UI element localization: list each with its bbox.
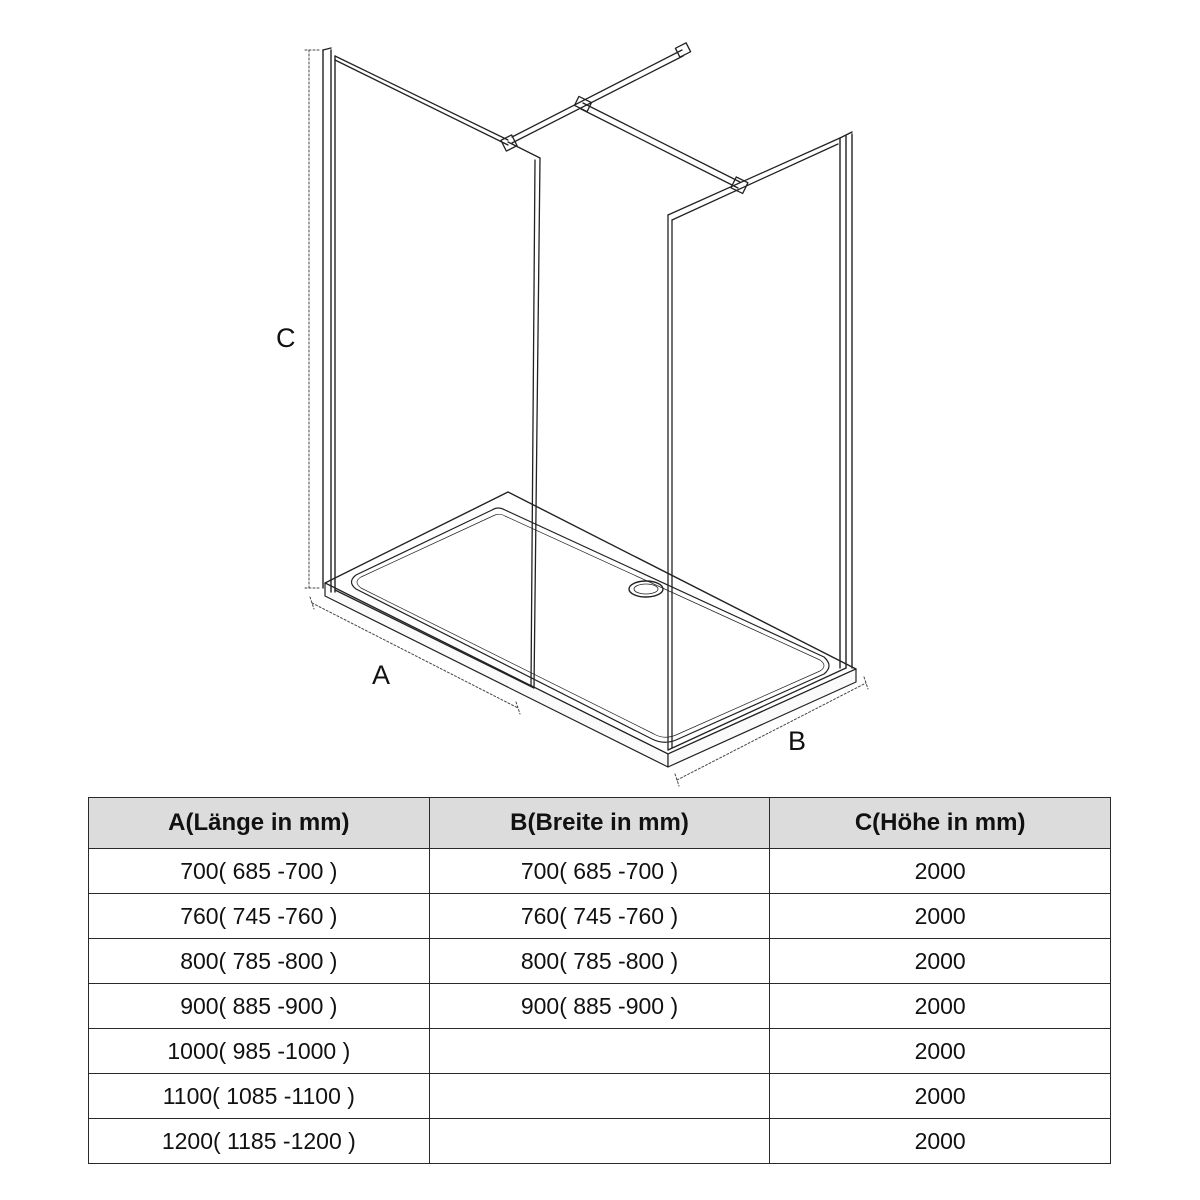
table-cell — [429, 1074, 770, 1119]
dimensions-table — [88, 797, 1111, 1164]
wall-profile-left — [323, 48, 335, 592]
table-cell — [429, 1029, 770, 1074]
table-cell: 2000 — [770, 1029, 1111, 1074]
table-row — [89, 894, 1111, 939]
table-row — [89, 984, 1111, 1029]
dimension-line-c — [305, 50, 321, 588]
table-row — [89, 939, 1111, 984]
table-header-row — [89, 798, 1111, 849]
column-header-height: C(Höhe in mm) — [770, 798, 1111, 849]
table-cell: 2000 — [770, 1074, 1111, 1119]
table-cell: 900( 885 -900 ) — [89, 984, 430, 1029]
table-cell: 760( 745 -760 ) — [89, 894, 430, 939]
table-cell — [429, 1119, 770, 1164]
table-cell: 2000 — [770, 939, 1111, 984]
table-cell: 800( 785 -800 ) — [429, 939, 770, 984]
table-row — [89, 1029, 1111, 1074]
column-header-width: B(Breite in mm) — [429, 798, 770, 849]
table-cell: 900( 885 -900 ) — [429, 984, 770, 1029]
table-cell: 2000 — [770, 849, 1111, 894]
wall-profile-right — [840, 132, 852, 668]
table-cell: 2000 — [770, 894, 1111, 939]
dimension-label-c: C — [276, 323, 296, 353]
table-cell: 2000 — [770, 1119, 1111, 1164]
table-cell: 700( 685 -700 ) — [89, 849, 430, 894]
dimension-label-a: A — [372, 660, 391, 690]
table-row — [89, 1119, 1111, 1164]
column-header-length: A(Länge in mm) — [89, 798, 430, 849]
table-row — [89, 849, 1111, 894]
table-cell: 760( 745 -760 ) — [429, 894, 770, 939]
table-cell: 1000( 985 -1000 ) — [89, 1029, 430, 1074]
table-cell: 2000 — [770, 984, 1111, 1029]
table-cell: 1200( 1185 -1200 ) — [89, 1119, 430, 1164]
shower-tray — [325, 492, 856, 767]
table-cell: 800( 785 -800 ) — [89, 939, 430, 984]
table-cell: 1100( 1085 -1100 ) — [89, 1074, 430, 1119]
dimension-label-b: B — [788, 726, 807, 756]
table-cell: 700( 685 -700 ) — [429, 849, 770, 894]
stabilizer-bars — [501, 43, 748, 194]
table-row — [89, 1074, 1111, 1119]
